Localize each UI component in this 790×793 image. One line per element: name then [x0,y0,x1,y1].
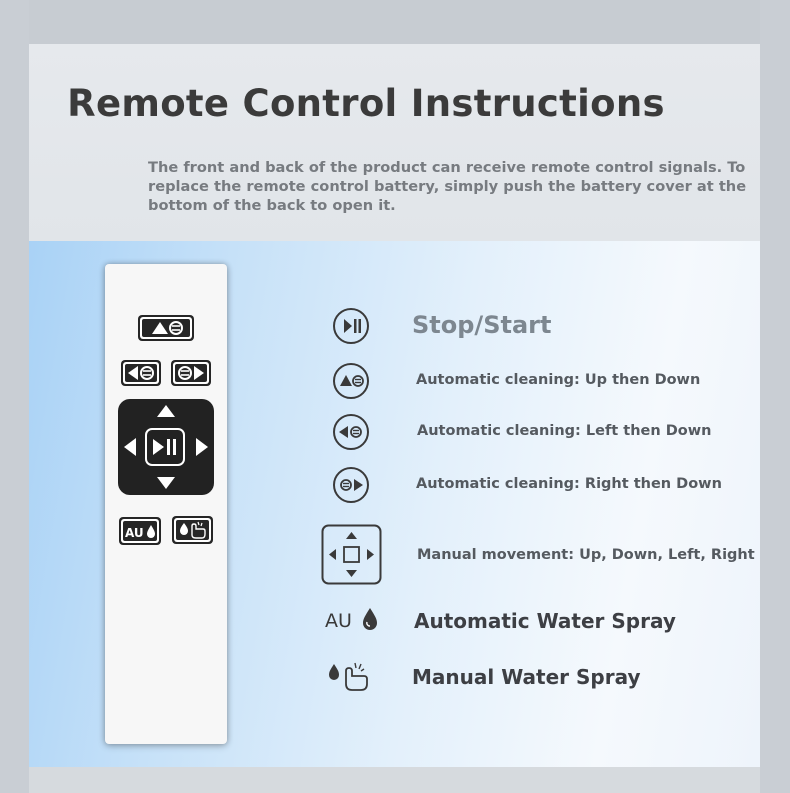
remote-auto-left-button [121,360,161,386]
remote-auto-water-button [119,517,161,545]
remote-auto-up-button [138,315,194,341]
top-bar [29,0,760,44]
auto-right-down-label: Automatic cleaning: Right then Down [416,476,722,492]
auto-water-icon [324,604,384,638]
manual-water-icon [326,660,372,700]
description-text: The front and back of the product can receive remote control signals. To replace the remote control battery, simply push the battery cover at the bottom of the back to open it. [148,159,747,214]
au-icon-text: AU [325,610,352,632]
remote-control-image [105,264,227,744]
auto-left-icon [331,412,371,456]
dpad-icon [321,524,382,589]
auto-up-icon [331,361,371,405]
manual-movement-label: Manual movement: Up, Down, Left, Right [417,547,755,563]
stop-start-label: Stop/Start [412,311,552,339]
auto-water-spray-label: Automatic Water Spray [414,609,676,633]
remote-auto-right-button [171,360,211,386]
page-title: Remote Control Instructions [67,82,665,125]
bottom-bar [29,767,760,793]
remote-manual-water-button [172,516,213,544]
remote-dpad [118,399,214,495]
auto-right-icon [331,465,371,509]
auto-left-down-label: Automatic cleaning: Left then Down [417,423,712,439]
manual-water-spray-label: Manual Water Spray [412,665,641,689]
auto-up-down-label: Automatic cleaning: Up then Down [416,372,701,388]
play-pause-icon [331,306,371,350]
svg-text:AU: AU [125,526,144,540]
header-section [29,44,760,241]
